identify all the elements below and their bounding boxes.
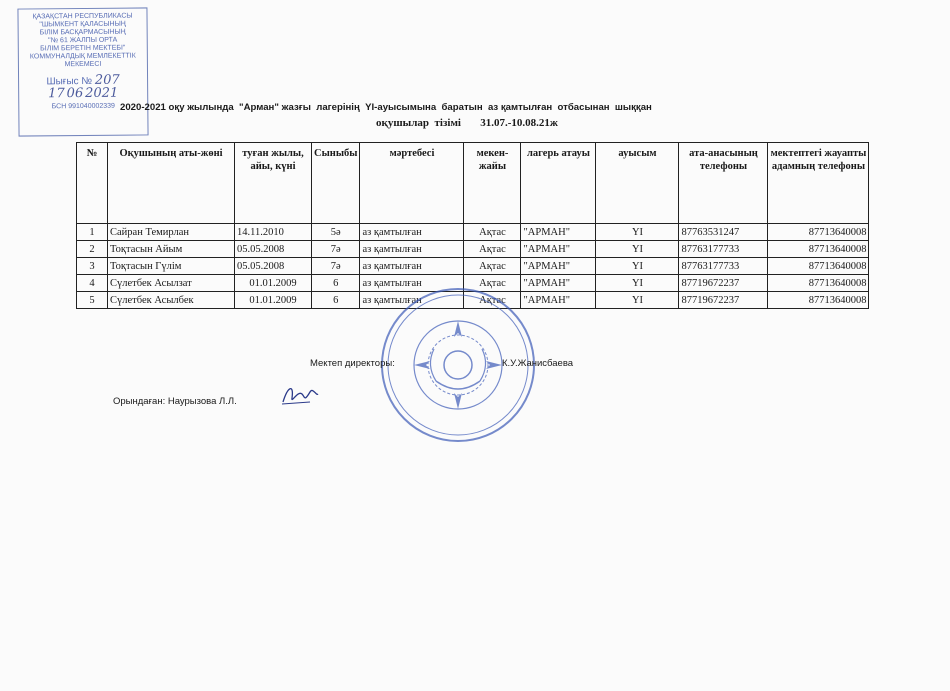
stamp-date <box>19 85 147 102</box>
col-shift: ауысым <box>596 143 679 224</box>
table-row <box>77 224 869 241</box>
stamp-line: БІЛІМ БЕРЕТІН МЕКТЕБІ" <box>40 44 126 53</box>
table-row <box>77 258 869 275</box>
cell-responsible-phone: 87713640008 <box>768 224 869 241</box>
cell-shift: YI <box>596 275 679 292</box>
col-address: мекен-жайы <box>464 143 521 224</box>
cell-camp-name: "АРМАН" <box>521 258 596 275</box>
cell-birth-date: 05.05.2008 <box>235 241 312 258</box>
col-grade: Сыныбы <box>312 143 360 224</box>
cell-number: 4 <box>77 275 108 292</box>
students-table <box>76 142 869 309</box>
cell-parent-phone: 87763531247 <box>679 224 768 241</box>
stamp-outgoing-label: Шығыс № <box>46 75 93 88</box>
table-header-row <box>77 143 869 224</box>
cell-number: 3 <box>77 258 108 275</box>
col-parent-phone: ата-анасының телефоны <box>679 143 768 224</box>
document-title: 2020-2021 оқу жылында "Арман" жазғы лагерінің YI-ауысымына баратын аз қамтылған отбасынан шыққан <box>120 102 652 113</box>
cell-grade: 7ә <box>312 241 360 258</box>
cell-status: аз қамтылған <box>360 275 464 292</box>
table-row <box>77 241 869 258</box>
cell-shift: YI <box>596 258 679 275</box>
director-label: Мектеп директоры: <box>310 358 395 369</box>
prepared-by: Орындаған: Наурызова Л.Л. <box>113 396 237 407</box>
cell-number: 5 <box>77 292 108 309</box>
cell-number: 2 <box>77 241 108 258</box>
cell-shift: YI <box>596 241 679 258</box>
stamp-line: БІЛІМ БАСҚАРМАСЫНЫҢ <box>39 28 126 37</box>
stamp-line: ҚАЗАҚСТАН РЕСПУБЛИКАСЫ <box>32 12 133 21</box>
stamp-date-month: 06 <box>66 85 84 102</box>
cell-grade: 6 <box>312 275 360 292</box>
cell-responsible-phone: 87713640008 <box>768 275 869 292</box>
cell-camp-name: "АРМАН" <box>521 224 596 241</box>
cell-birth-date: 01.01.2009 <box>235 292 312 309</box>
cell-parent-phone: 87719672237 <box>679 275 768 292</box>
stamp-date-day: 17 <box>48 86 65 102</box>
cell-address: Ақтас <box>464 241 521 258</box>
cell-camp-name: "АРМАН" <box>521 275 596 292</box>
stamp-line: "ШЫМКЕНТ ҚАЛАСЫНЫҢ <box>39 20 126 29</box>
stamp-line: "№ 61 ЖАЛПЫ ОРТА <box>48 36 118 45</box>
stamp-line: МЕКЕМЕСІ <box>64 60 102 69</box>
registration-stamp <box>17 7 148 136</box>
cell-status: аз қамтылған <box>360 241 464 258</box>
cell-student-name: Тоқтасын Гүлім <box>108 258 235 275</box>
cell-responsible-phone: 87713640008 <box>768 292 869 309</box>
cell-address: Ақтас <box>464 275 521 292</box>
col-camp-name: лагерь атауы <box>521 143 596 224</box>
cell-responsible-phone: 87713640008 <box>768 241 869 258</box>
cell-student-name: Тоқтасын Айым <box>108 241 235 258</box>
cell-status: аз қамтылған <box>360 224 464 241</box>
cell-parent-phone: 87719672237 <box>679 292 768 309</box>
col-status: мәртебесі <box>360 143 464 224</box>
cell-birth-date: 01.01.2009 <box>235 275 312 292</box>
cell-parent-phone: 87763177733 <box>679 258 768 275</box>
cell-shift: YI <box>596 292 679 309</box>
cell-student-name: Сүлетбек Асылзат <box>108 275 235 292</box>
cell-shift: YI <box>596 224 679 241</box>
cell-address: Ақтас <box>464 292 521 309</box>
cell-camp-name: "АРМАН" <box>521 292 596 309</box>
stamp-bin: БСН 991040002339 <box>51 102 115 111</box>
cell-responsible-phone: 87713640008 <box>768 258 869 275</box>
stamp-date-year: 2021 <box>85 85 119 101</box>
cell-number: 1 <box>77 224 108 241</box>
col-number: № <box>77 143 108 224</box>
stamp-line: КОММУНАЛДЫҚ МЕМЛЕКЕТТІК <box>29 52 136 61</box>
cell-student-name: Сайран Темирлан <box>108 224 235 241</box>
cell-parent-phone: 87763177733 <box>679 241 768 258</box>
col-responsible-phone: мектептегі жауапты адамның телефоны <box>768 143 869 224</box>
cell-status: аз қамтылған <box>360 258 464 275</box>
director-name: К.У.Жанисбаева <box>502 358 574 369</box>
stamp-outgoing-number: 207 <box>94 72 120 88</box>
cell-address: Ақтас <box>464 258 521 275</box>
cell-student-name: Сүлетбек Асылбек <box>108 292 235 309</box>
col-birth-date: туған жылы, айы, күні <box>235 143 312 224</box>
signature <box>280 380 320 410</box>
cell-address: Ақтас <box>464 224 521 241</box>
cell-camp-name: "АРМАН" <box>521 241 596 258</box>
cell-status: аз қамтылған <box>360 292 464 309</box>
cell-grade: 6 <box>312 292 360 309</box>
cell-birth-date: 14.11.2010 <box>235 224 312 241</box>
cell-grade: 5ә <box>312 224 360 241</box>
col-student-name: Оқушының аты-жөні <box>108 143 235 224</box>
cell-grade: 7ә <box>312 258 360 275</box>
cell-birth-date: 05.05.2008 <box>235 258 312 275</box>
document-subtitle: оқушылар тізімі 31.07.-10.08.21ж <box>376 117 558 129</box>
